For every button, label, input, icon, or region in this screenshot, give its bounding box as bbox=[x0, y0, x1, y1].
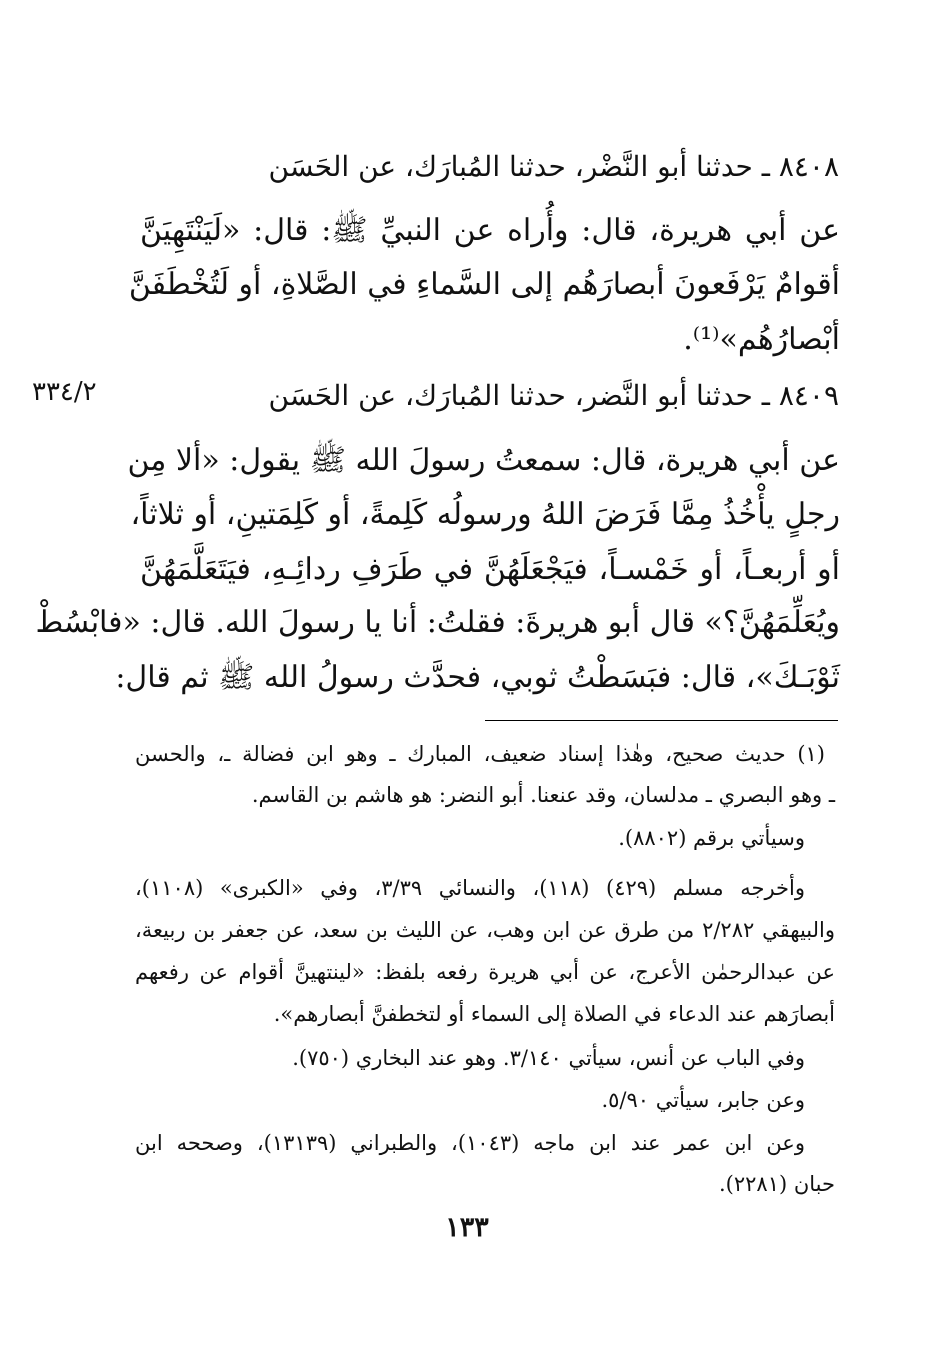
hadith-8409-header: ٨٤٠٩ ـ حدثنا أبو النَّضر، حدثنا المُبارَك، عن الحَسَن bbox=[268, 379, 839, 412]
footnote-line-6: عن عبدالرحمٰن الأعرج، عن أبي هريرة رفعه بلفظ: «لينتهينَّ أقوام عن رفعهم bbox=[135, 960, 835, 984]
footnote-separator bbox=[485, 720, 838, 721]
footnote-line-9: وعن جابر، سيأتي ٥/٩٠. bbox=[601, 1088, 805, 1112]
footnote-line-5: والبيهقي ٢/٢٨٢ من طرق عن ابن وهب، عن الليث بن سعد، عن جعفر بن ربيعة، bbox=[135, 918, 836, 942]
hadith-8408-line-2: أقوامٌ يَرْفَعونَ أبصارَهُم إلى السَّماءِ في الصَّلاةِ، أو لَتُخْطَفَنَّ bbox=[128, 267, 840, 302]
hadith-8408-line-3: أبْصارُهُم»⁽¹⁾. bbox=[683, 322, 840, 357]
page-number: ١٣٣ bbox=[445, 1212, 489, 1243]
footnote-line-1: (١) حديث صحيح، وهٰذا إسناد ضعيف، المبارك ـ وهو ابن فضالة ـ، والحسن bbox=[135, 742, 825, 766]
footnote-line-4: وأخرجه مسلم (٤٢٩) (١١٨)، والنسائي ٣/٣٩، وفي «الكبرى» (١١٠٨)، bbox=[135, 876, 805, 900]
hadith-8409-line-1: عن أبي هريرة، قال: سمعتُ رسولَ الله ﷺ يقول: «ألا مِن bbox=[127, 443, 840, 478]
hadith-8408-header: ٨٤٠٨ ـ حدثنا أبو النَّضْر، حدثنا المُبارَك، عن الحَسَن bbox=[268, 150, 839, 183]
margin-reference: ٣٣٤/٢ bbox=[32, 377, 97, 407]
hadith-8408-line-1: عن أبي هريرة، قال: وأُراه عن النبيِّ ﷺ: قال: «لَيَنْتَهِيَنَّ bbox=[140, 213, 840, 248]
hadith-8409-line-4: ويُعَلِّمَهُنَّ؟» قال أبو هريرةَ: فقلتُ: أنا يا رسولَ الله. قال: «فابْسُطْ bbox=[35, 605, 840, 640]
hadith-8409-line-5: ثَوْبَـكَ»، قال: فبَسَطْتُ ثوبي، فحدَّث رسولُ الله ﷺ ثم قال: bbox=[115, 660, 840, 695]
footnote-line-8: وفي الباب عن أنس، سيأتي ٣/١٤٠. وهو عند البخاري (٧٥٠). bbox=[292, 1046, 805, 1070]
footnote-line-3: وسيأتي برقم (٨٨٠٢). bbox=[618, 826, 805, 850]
footnote-line-7: أبصارَهم عند الدعاء في الصلاة إلى السماء أو لتخطفنَّ أبصارهم». bbox=[273, 1002, 835, 1026]
footnote-line-2: ـ وهو البصري ـ مدلسان، وقد عنعنا. أبو النضر: هو هاشم بن القاسم. bbox=[251, 783, 835, 807]
footnote-line-11: حبان (٢٢٨١). bbox=[718, 1172, 835, 1196]
hadith-8409-line-2: رجلٍ يأْخُذُ مِمَّا فَرَضَ اللهُ ورسولُه كَلِمةً، أو كَلِمَتينِ، أو ثلاثاً، bbox=[130, 497, 840, 532]
hadith-8409-line-3: أو أربعـاً، أو خَمْسـاً، فيَجْعَلَهُنَّ في طَرَفِ ردائِـهِ، فيَتَعَلَّمَهُنَّ bbox=[140, 552, 840, 587]
footnote-line-10: وعن ابن عمر عند ابن ماجه (١٠٤٣)، والطبراني (١٣١٣٩)، وصححه ابن bbox=[135, 1131, 805, 1155]
